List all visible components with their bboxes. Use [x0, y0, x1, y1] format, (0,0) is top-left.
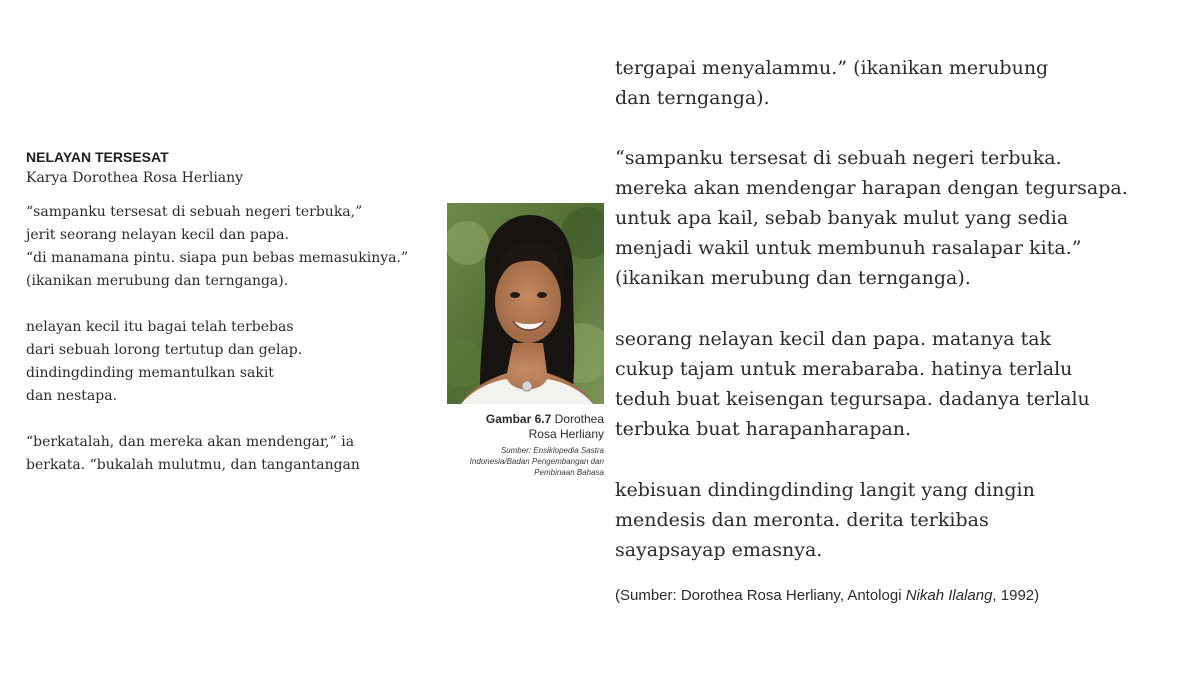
caption-source-line: Pembinaan Bahasa: [534, 468, 604, 477]
poem-line: kebisuan dindingdinding langit yang dingin: [615, 479, 1035, 501]
caption-source-line: Sumber: Ensiklopedia Sastra: [500, 446, 604, 455]
figure-label: Gambar 6.7: [485, 412, 552, 426]
caption-source: [440, 445, 604, 478]
poem-line: teduh buat keisengan tegursapa. dadanya terlalu: [615, 388, 1090, 410]
poem-line: seorang nelayan kecil dan papa. matanya tak: [615, 328, 1052, 350]
source-book-title: Nikah Ilalang: [905, 587, 993, 604]
right-stanza-2: [615, 143, 1185, 293]
caption-text: Dorothea: [551, 412, 604, 426]
poem-line: menjadi wakil untuk membunuh rasalapar kita.”: [615, 237, 1082, 259]
right-stanza-1: [615, 53, 1185, 113]
poem-line: dari sebuah lorong tertutup dan gelap.: [26, 342, 303, 358]
left-stanzas: [26, 201, 436, 477]
caption-title: [440, 412, 604, 442]
poem-line: jerit seorang nelayan kecil dan papa.: [26, 227, 289, 243]
poem-source-citation: [615, 587, 1185, 604]
poem-line: cukup tajam untuk merabaraba. hatinya terlalu: [615, 358, 1073, 380]
poem-line: “sampanku tersesat di sebuah negeri terbuka,”: [26, 204, 363, 220]
right-stanza-3: [615, 324, 1185, 444]
poem-line: untuk apa kail, sebab banyak mulut yang sedia: [615, 207, 1069, 229]
source-suffix: , 1992): [992, 587, 1040, 604]
figure-caption: [440, 412, 604, 478]
poem-line: dan ternganga).: [615, 87, 770, 109]
left-stanza-1: [26, 201, 436, 293]
poem-line: sayapsayap emasnya.: [615, 539, 823, 561]
poem-line: mereka akan mendengar harapan dengan tegursapa.: [615, 177, 1128, 199]
poem-line: dindingdinding memantulkan sakit: [26, 365, 274, 381]
left-stanza-2: [26, 316, 436, 408]
poem-line: tergapai menyalammu.” (ikanikan merubung: [615, 57, 1049, 79]
poem-line: terbuka buat harapanharapan.: [615, 418, 912, 440]
poem-line: (ikanikan merubung dan ternganga).: [615, 267, 971, 289]
poem-line: nelayan kecil itu bagai telah terbebas: [26, 319, 294, 335]
poem-right-column: [615, 53, 1185, 604]
left-stanza-3: [26, 431, 436, 477]
poem-left-column: [26, 148, 436, 477]
poem-line: dan nestapa.: [26, 388, 117, 404]
poem-line: “di manamana pintu. siapa pun bebas memasukinya.”: [26, 250, 409, 266]
poem-line: mendesis dan meronta. derita terkibas: [615, 509, 989, 531]
poem-author: Karya Dorothea Rosa Herliany: [26, 170, 244, 186]
poem-line: (ikanikan merubung dan ternganga).: [26, 273, 289, 289]
caption-text: Rosa Herliany: [528, 427, 604, 441]
author-photo: [447, 203, 604, 404]
poem-line: “berkatalah, dan mereka akan mendengar,” ia: [26, 434, 355, 450]
source-prefix: (Sumber: Dorothea Rosa Herliany, Antologi: [615, 587, 906, 604]
poem-line: “sampanku tersesat di sebuah negeri terbuka.: [615, 147, 1062, 169]
caption-source-line: Indonesia/Badan Pengembangan dan: [469, 457, 604, 466]
right-stanza-4: [615, 475, 1185, 565]
poem-title: NELAYAN TERSESAT: [26, 149, 169, 165]
poem-line: berkata. “bukalah mulutmu, dan tangantangan: [26, 457, 360, 473]
